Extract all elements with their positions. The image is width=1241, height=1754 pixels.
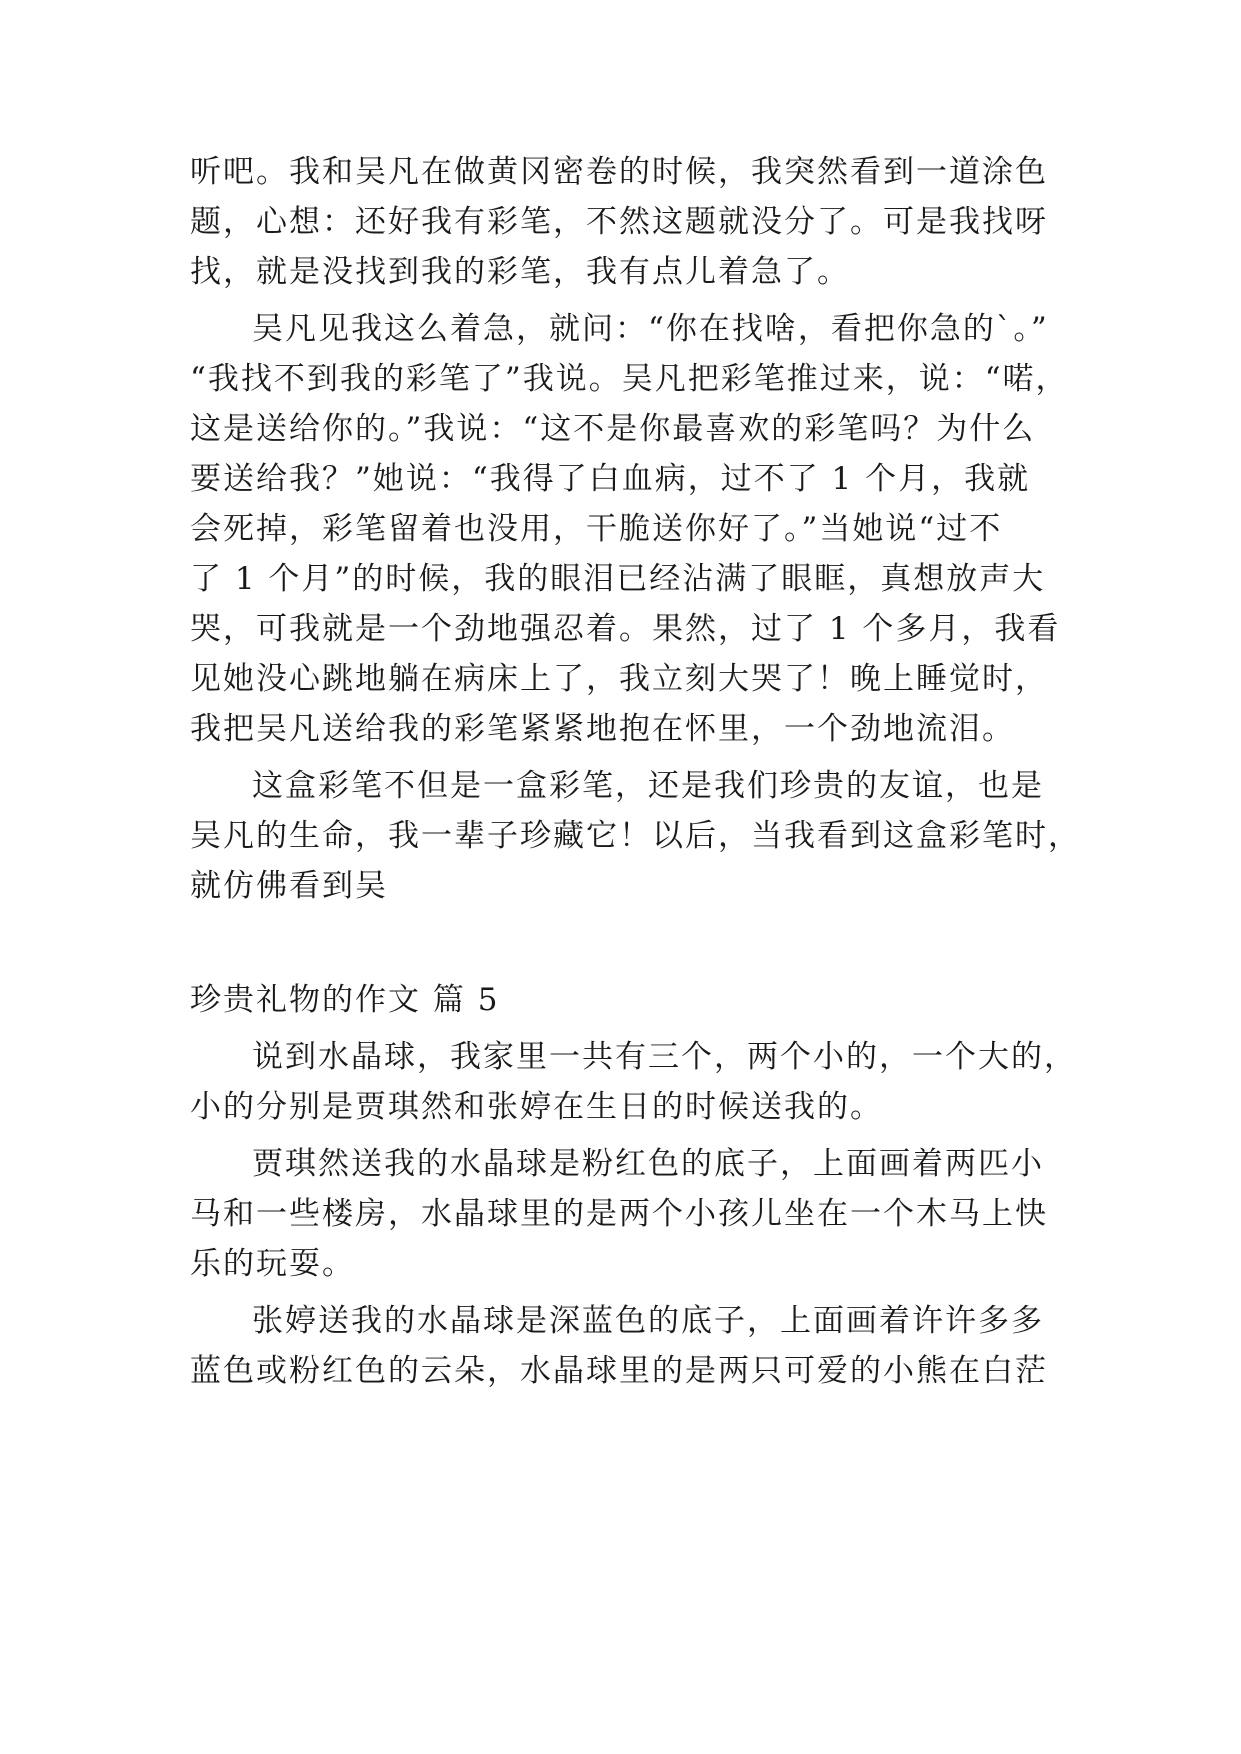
text-line: 说到水晶球，我家里一共有三个，两个小的，一个大的，: [252, 1039, 1077, 1075]
text-line: 这是送给你的。”我说：“这不是你最喜欢的彩笔吗？为什么: [190, 411, 1036, 447]
text-line: 见她没心跳地躺在病床上了，我立刻大哭了！晚上睡觉时，: [190, 661, 1048, 697]
text-line: 就仿佛看到吴: [190, 868, 388, 904]
text-line: 小的分别是贾琪然和张婷在生日的时候送我的。: [190, 1089, 883, 1125]
text-line: 听吧。我和吴凡在做黄冈密卷的时候，我突然看到一道涂色: [190, 154, 1048, 190]
text-line: 题，心想：还好我有彩笔，不然这题就没分了。可是我找呀: [190, 204, 1048, 240]
text-line: 马和一些楼房，水晶球里的是两个小孩儿坐在一个木马上快: [190, 1196, 1048, 1232]
text-line: 吴凡的生命，我一辈子珍藏它！以后，当我看到这盒彩笔时，: [190, 818, 1081, 854]
text-line: 要送给我？”她说：“我得了白血病，过不了 1 个月，我就: [190, 461, 1031, 497]
text-line: 吴凡见我这么着急，就问：“你在找啥，看把你急的`。”: [252, 311, 1049, 347]
text-line: 了 1 个月”的时候，我的眼泪已经沾满了眼眶，真想放声大: [190, 561, 1046, 597]
text-line: 找，就是没找到我的彩笔，我有点儿着急了。: [190, 254, 850, 290]
text-line: 会死掉，彩笔留着也没用，干脆送你好了。”当她说“过不: [190, 511, 1003, 547]
text-line: 张婷送我的水晶球是深蓝色的底子，上面画着许许多多: [252, 1303, 1044, 1339]
text-line: 这盒彩笔不但是一盒彩笔，还是我们珍贵的友谊，也是: [252, 768, 1044, 804]
text-line: 我把吴凡送给我的彩笔紧紧地抱在怀里，一个劲地流泪。: [190, 711, 1015, 747]
text-line: “我找不到我的彩笔了”我说。吴凡把彩笔推过来，说：“喏，: [190, 361, 1069, 397]
section-heading: 珍贵礼物的作文 篇 5: [190, 982, 500, 1018]
text-line: 乐的玩耍。: [190, 1246, 355, 1282]
text-line: 蓝色或粉红色的云朵，水晶球里的是两只可爱的小熊在白茫: [190, 1353, 1048, 1389]
text-line: 哭，可我就是一个劲地强忍着。果然，过了 1 个多月，我看: [190, 611, 1061, 647]
text-line: 贾琪然送我的水晶球是粉红色的底子，上面画着两匹小: [252, 1146, 1044, 1182]
